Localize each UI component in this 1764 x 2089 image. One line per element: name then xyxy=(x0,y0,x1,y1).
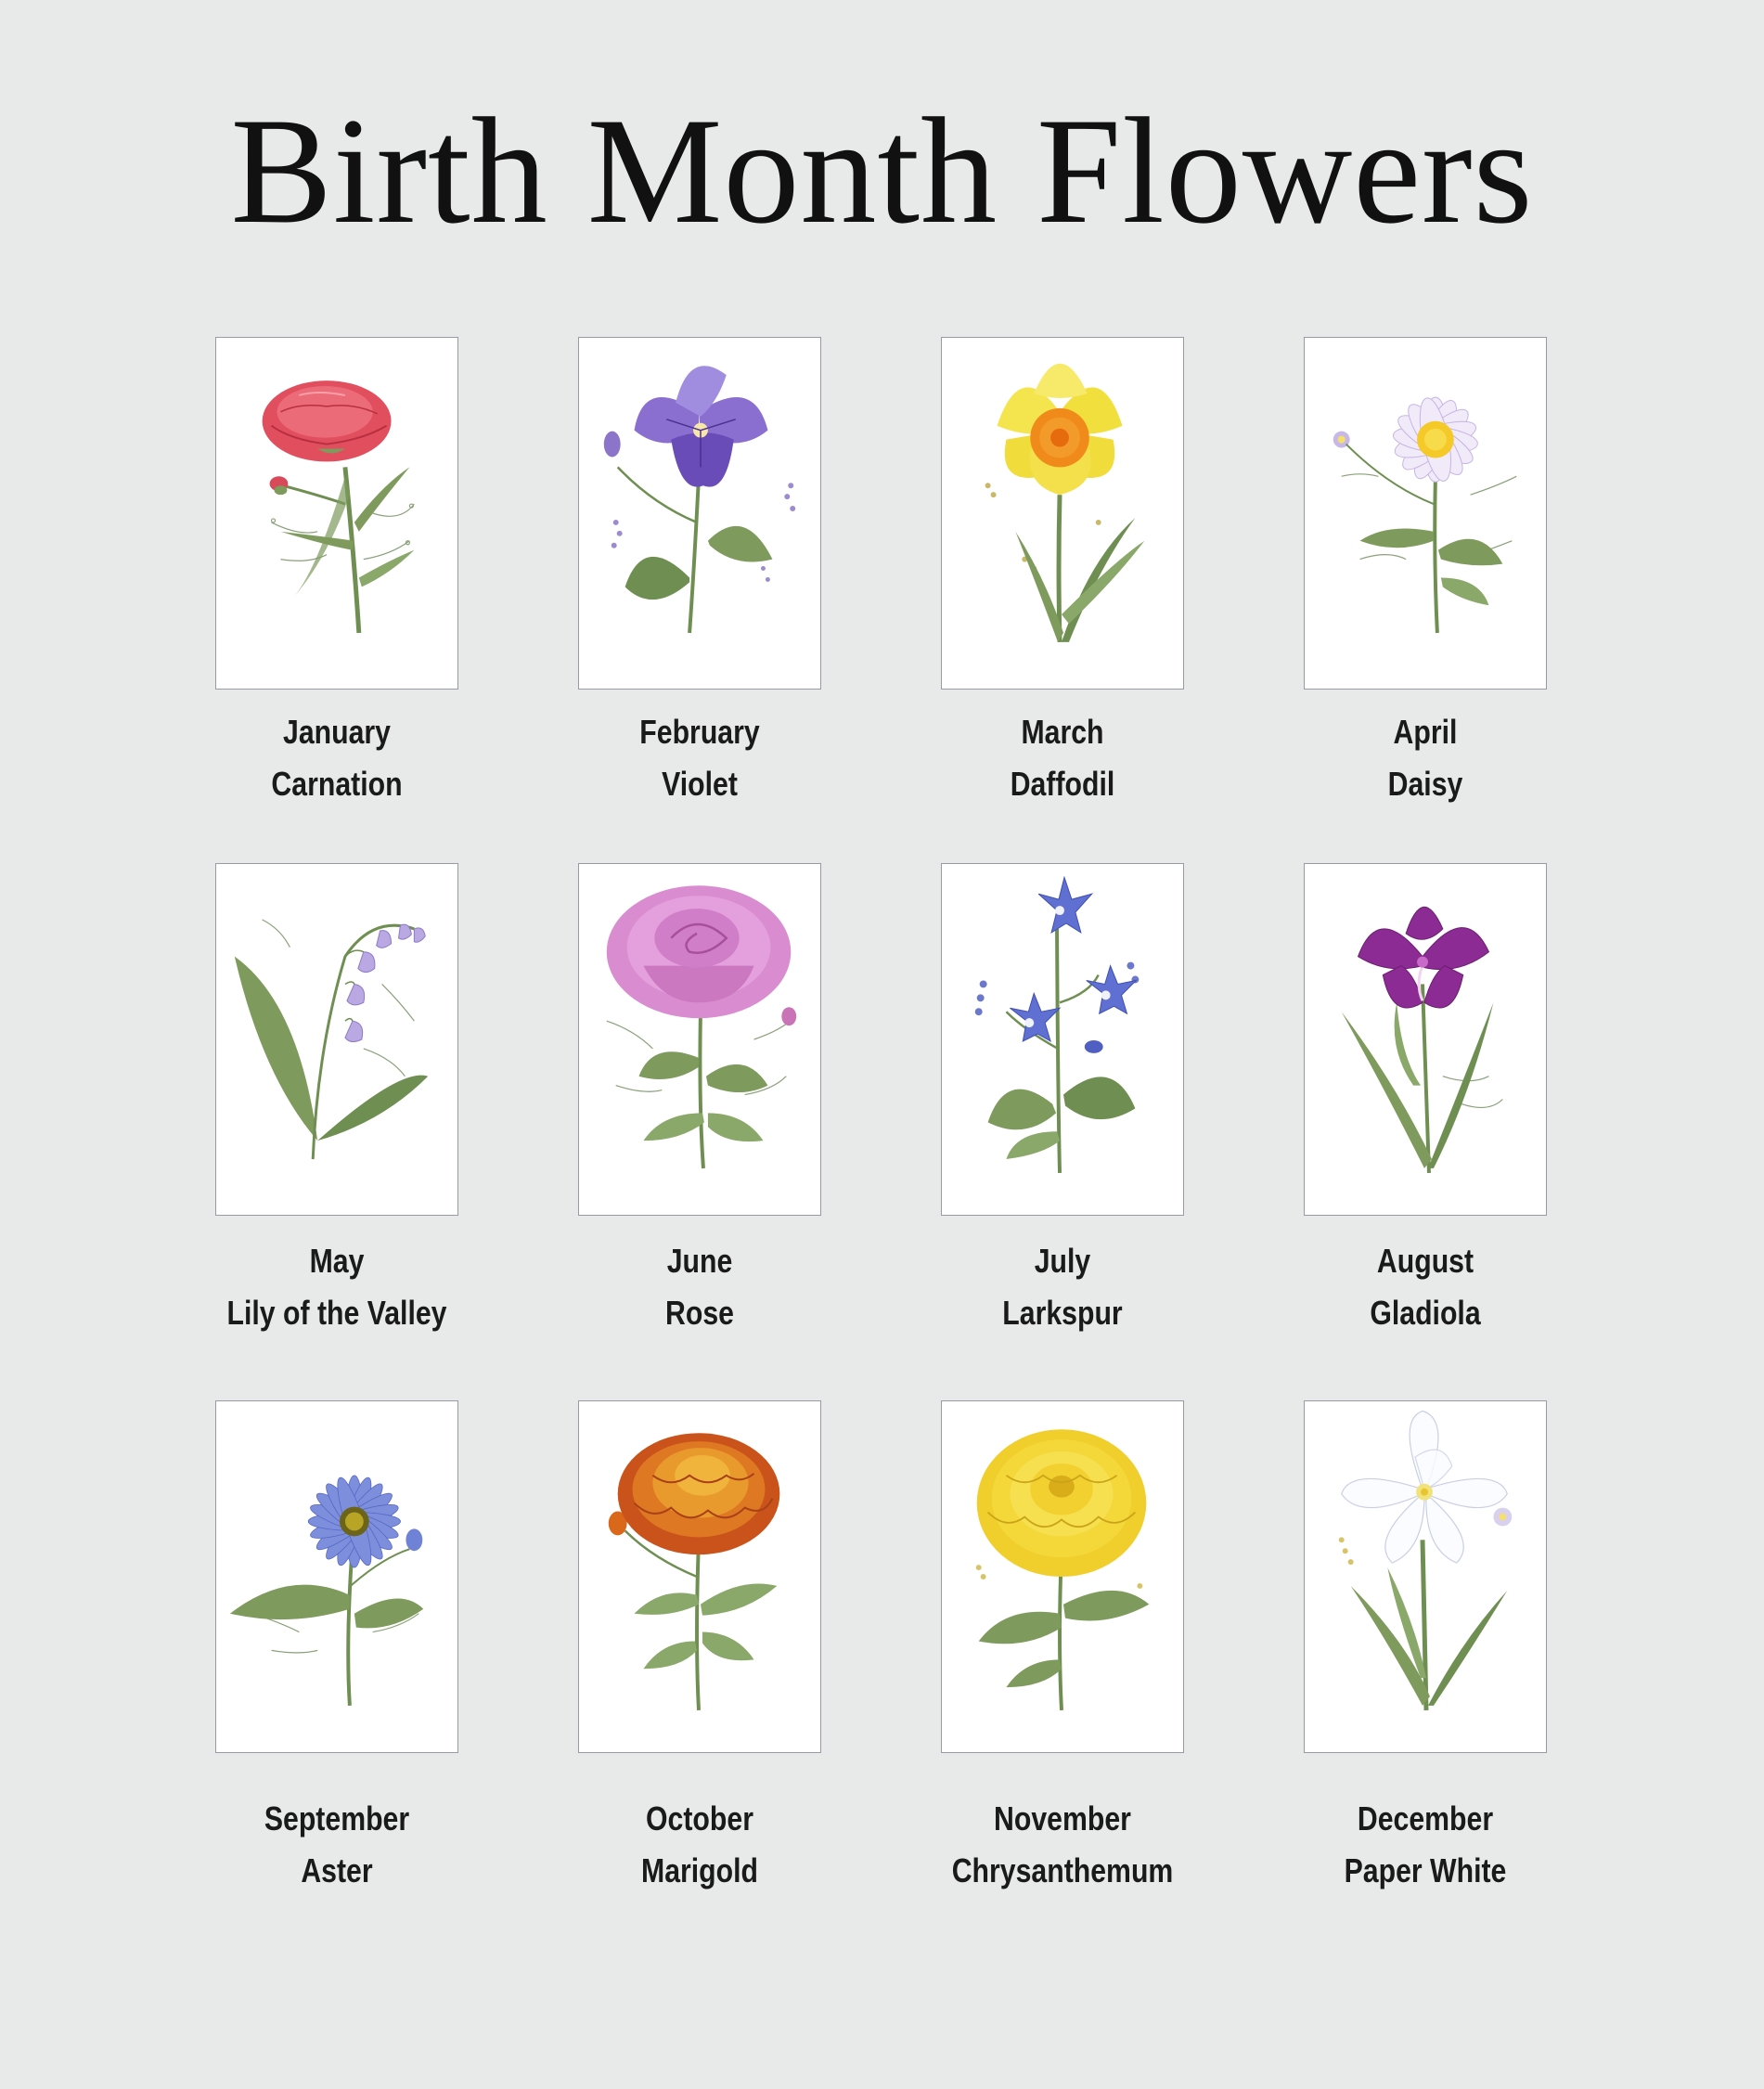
caption-september xyxy=(204,1793,470,1897)
carnation-illustration xyxy=(216,338,457,689)
month-label: March xyxy=(1021,713,1104,751)
aster-illustration xyxy=(216,1401,457,1752)
marigold-illustration xyxy=(579,1401,820,1752)
flower-card-february xyxy=(578,337,821,690)
caption-february xyxy=(567,706,832,810)
month-label: January xyxy=(283,713,391,751)
flower-label: Daffodil xyxy=(1010,765,1115,803)
caption-august xyxy=(1293,1235,1558,1339)
flower-card-october xyxy=(578,1400,821,1753)
caption-april xyxy=(1293,706,1558,810)
month-label: August xyxy=(1376,1242,1474,1280)
caption-november xyxy=(930,1793,1195,1897)
month-label: April xyxy=(1393,713,1458,751)
caption-march xyxy=(930,706,1195,810)
larkspur-illustration xyxy=(942,864,1183,1215)
flower-label: Marigold xyxy=(641,1851,758,1889)
caption-january xyxy=(204,706,470,810)
flower-label: Lily of the Valley xyxy=(226,1294,447,1332)
caption-december xyxy=(1293,1793,1558,1897)
flower-label: Carnation xyxy=(271,765,403,803)
flower-label: Larkspur xyxy=(1002,1294,1123,1332)
caption-june xyxy=(567,1235,832,1339)
flower-card-may xyxy=(215,863,458,1216)
flower-label: Paper White xyxy=(1344,1851,1507,1889)
chrysanthemum-illustration xyxy=(942,1401,1183,1752)
caption-july xyxy=(930,1235,1195,1339)
month-label: October xyxy=(646,1799,753,1838)
rose-illustration xyxy=(579,864,820,1215)
flower-label: Chrysanthemum xyxy=(951,1851,1174,1889)
flower-card-august xyxy=(1304,863,1547,1216)
paper-white-illustration xyxy=(1305,1401,1546,1752)
month-label: September xyxy=(264,1799,410,1838)
flower-card-july xyxy=(941,863,1184,1216)
flower-card-april xyxy=(1304,337,1547,690)
flower-card-september xyxy=(215,1400,458,1753)
flower-label: Violet xyxy=(662,765,738,803)
flower-card-november xyxy=(941,1400,1184,1753)
gladiola-illustration xyxy=(1305,864,1546,1215)
month-label: May xyxy=(309,1242,365,1280)
month-label: December xyxy=(1357,1799,1494,1838)
flower-label: Rose xyxy=(665,1294,734,1332)
month-label: July xyxy=(1034,1242,1091,1280)
daffodil-illustration xyxy=(942,338,1183,689)
flower-card-december xyxy=(1304,1400,1547,1753)
flower-card-march xyxy=(941,337,1184,690)
flower-label: Daisy xyxy=(1387,765,1463,803)
caption-may xyxy=(204,1235,470,1339)
month-label: June xyxy=(666,1242,733,1280)
caption-october xyxy=(567,1793,832,1897)
page-title: Birth Month Flowers xyxy=(230,87,1534,255)
month-label: February xyxy=(639,713,760,751)
flower-card-january xyxy=(215,337,458,690)
flower-card-june xyxy=(578,863,821,1216)
violet-illustration xyxy=(579,338,820,689)
lily-of-the-valley-illustration xyxy=(216,864,457,1215)
flower-label: Aster xyxy=(301,1851,373,1889)
month-label: November xyxy=(994,1799,1131,1838)
daisy-illustration xyxy=(1305,338,1546,689)
flower-label: Gladiola xyxy=(1370,1294,1481,1332)
